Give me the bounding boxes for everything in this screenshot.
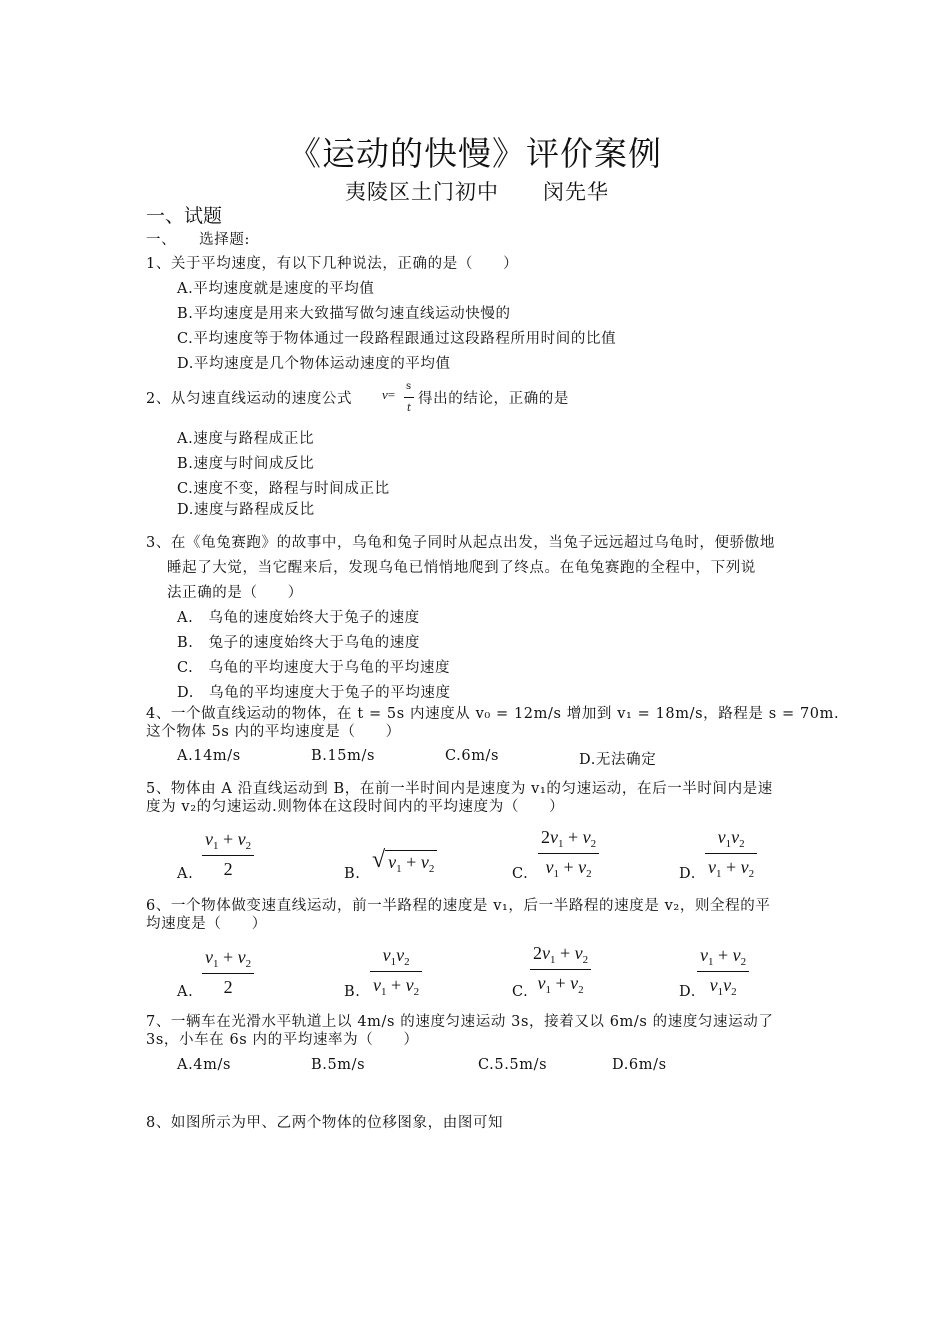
q3-option-b: B. 兔子的速度始终大于乌龟的速度: [177, 635, 420, 651]
q2-option-b: B.速度与时间成反比: [177, 456, 315, 472]
q5-option-d-label: D.: [679, 866, 696, 882]
q5-option-b-sqrt: √ $v_1 + v_2$: [372, 848, 437, 875]
q2-option-c: C.速度不变，路程与时间成正比: [177, 481, 390, 497]
q4-option-c: C.6m/s: [445, 748, 500, 764]
subsection-heading: 一、 选择题:: [146, 232, 250, 248]
q5-option-d-fraction: $v_1v_2$ $v_1 + v_2$: [705, 828, 757, 880]
q5-line1: 5、物体由 A 沿直线运动到 B，在前一半时间内是速度为 v₁的匀速运动，在后一半时间内是速: [146, 781, 773, 797]
q2-option-d: D.速度与路程成反比: [177, 502, 315, 518]
q3-option-c: C. 乌龟的平均速度大于乌龟的平均速度: [177, 660, 451, 676]
q7-line2: 3s，小车在 6s 内的平均速率为（ ）: [146, 1032, 419, 1048]
q7-option-b: B.5m/s: [311, 1057, 366, 1073]
q3-line3: 法正确的是（ ）: [167, 585, 303, 601]
q5-option-a-fraction: $v_1 + v_2$ 2: [202, 830, 254, 878]
q6-option-a-label: A.: [177, 984, 194, 1000]
q3-option-d: D. 乌龟的平均速度大于兔子的平均速度: [177, 685, 451, 701]
q6-option-d-label: D.: [679, 984, 696, 1000]
q6-option-c-label: C.: [512, 984, 529, 1000]
q3-line2: 睡起了大觉，当它醒来后，发现乌龟已悄悄地爬到了终点。在龟兔赛跑的全程中，下列说: [167, 560, 756, 576]
q2-formula-denominator: t: [407, 403, 412, 414]
q1-option-c: C.平均速度等于物体通过一段路程跟通过这段路程所用时间的比值: [177, 331, 617, 347]
q4-option-b: B.15m/s: [311, 748, 375, 764]
q5-line2: 度为 v₂的匀速运动.则物体在这段时间内的平均速度为（ ）: [146, 799, 565, 815]
q4-option-d: D.无法确定: [579, 752, 657, 768]
q7-option-d: D.6m/s: [612, 1057, 667, 1073]
q1-option-b: B.平均速度是用来大致描写做匀速直线运动快慢的: [177, 306, 511, 322]
q4-line2: 这个物体 5s 内的平均速度是（ ）: [146, 724, 401, 740]
q1-option-a: A.平均速度就是速度的平均值: [177, 281, 375, 297]
q2-stem-post: 得出的结论，正确的是: [418, 391, 569, 407]
q8-stem: 8、如图所示为甲、乙两个物体的位移图象，由图可知: [146, 1115, 504, 1131]
q7-line1: 7、一辆车在光滑水平轨道上以 4m/s 的速度匀速运动 3s，接着又以 6m/s 的速度匀速运动了: [146, 1014, 774, 1030]
q2-formula-eq: =: [387, 387, 396, 402]
q6-option-b-fraction: $v_1v_2$ $v_1 + v_2$: [370, 946, 422, 998]
q1-option-d: D.平均速度是几个物体运动速度的平均值: [177, 356, 451, 372]
q5-option-c-label: C.: [512, 866, 529, 882]
q2-formula-bar: [404, 397, 414, 398]
q6-option-d-fraction: $v_1 + v_2$ $v_1v_2$: [697, 946, 749, 998]
q4-option-a: A.14m/s: [177, 748, 241, 764]
q6-option-b-label: B.: [344, 984, 361, 1000]
q2-formula: [382, 387, 395, 403]
q5-option-c-fraction: $2v_1 + v_2$ $v_1 + v_2$: [538, 828, 599, 880]
q6-line1: 6、一个物体做变速直线运动，前一半路程的速度是 v₁，后一半路程的速度是 v₂，则全程的平: [146, 898, 771, 914]
author-line: 夷陵区土门初中 闵先华: [345, 180, 609, 204]
q3-line1: 3、在《龟兔赛跑》的故事中，乌龟和兔子同时从起点出发，当兔子远远超过乌龟时，便骄傲地: [146, 535, 775, 551]
page-title: 《运动的快慢》评价案例: [288, 134, 662, 173]
q3-option-a: A. 乌龟的速度始终大于兔子的速度: [177, 610, 420, 626]
q6-option-a-fraction: $v_1 + v_2$ 2: [202, 948, 254, 996]
q2-formula-v: v: [382, 387, 388, 402]
q1-stem: 1、关于平均速度，有以下几种说法，正确的是（ ）: [146, 256, 519, 272]
q5-option-a-label: A.: [177, 866, 194, 882]
q6-option-c-fraction: $2v_1 + v_2$ $v_1 + v_2$: [530, 944, 591, 996]
q2-option-a: A.速度与路程成正比: [177, 431, 315, 447]
q2-stem-pre: 2、从匀速直线运动的速度公式: [146, 391, 353, 407]
q7-option-a: A.4m/s: [177, 1057, 231, 1073]
q2-formula-numerator: s: [406, 381, 412, 392]
q6-line2: 均速度是（ ）: [146, 916, 267, 932]
q7-option-c: C.5.5m/s: [478, 1057, 548, 1073]
section-heading: 一、试题: [146, 205, 223, 227]
q5-option-b-label: B.: [344, 866, 361, 882]
q4-line1: 4、一个做直线运动的物体，在 t = 5s 内速度从 v₀ = 12m/s 增加到 v₁ = 18m/s，路程是 s = 70m.: [146, 706, 840, 722]
